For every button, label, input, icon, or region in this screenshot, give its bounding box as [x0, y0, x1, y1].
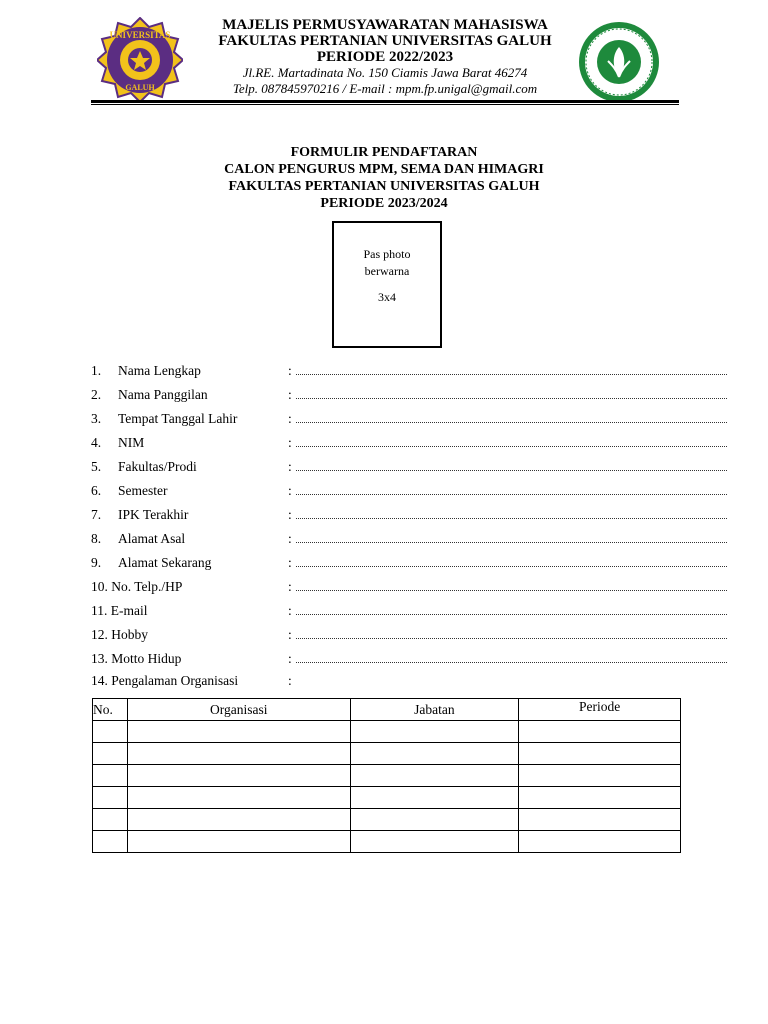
field-input-line[interactable] — [296, 541, 727, 543]
field-input-line[interactable] — [296, 589, 727, 591]
table-row — [93, 721, 681, 743]
field-row — [91, 459, 651, 477]
field-colon: : — [288, 651, 292, 666]
field-row — [91, 579, 651, 597]
table-row — [93, 765, 681, 787]
field-row — [91, 627, 651, 645]
header-divider — [91, 100, 679, 103]
field-number: 5. — [91, 459, 102, 474]
field-label — [91, 673, 238, 689]
field-label: Tempat Tanggal Lahir — [118, 411, 238, 426]
table-cell[interactable] — [519, 743, 681, 765]
header-period: PERIODE 2022/2023 — [316, 49, 454, 65]
header-no: No. — [93, 699, 128, 721]
table-cell[interactable] — [93, 831, 128, 853]
field-number: 2. — [91, 387, 102, 402]
field-label: Nama Lengkap — [118, 363, 201, 378]
table-cell[interactable] — [350, 721, 519, 743]
field-label — [91, 603, 148, 619]
table-cell[interactable] — [93, 809, 128, 831]
field-number: 6. — [91, 483, 102, 498]
table-cell[interactable] — [93, 721, 128, 743]
org-name: MAJELIS PERMUSYAWARATAN MAHASISWA — [222, 17, 548, 33]
table-cell[interactable] — [350, 831, 519, 853]
table-cell[interactable] — [127, 765, 350, 787]
field-label: Fakultas/Prodi — [118, 459, 197, 474]
field-label-text: Pengalaman Organisasi — [111, 673, 239, 688]
table-cell[interactable] — [350, 765, 519, 787]
field-input-line[interactable] — [296, 445, 727, 447]
table-cell[interactable] — [519, 765, 681, 787]
field-label-text: Motto Hidup — [111, 651, 182, 666]
field-row — [91, 387, 651, 405]
header-periode: Periode — [519, 699, 681, 721]
field-number: 1. — [91, 363, 102, 378]
table-cell[interactable] — [127, 743, 350, 765]
field-number: 14. — [91, 673, 108, 688]
table-cell[interactable] — [127, 831, 350, 853]
table-cell[interactable] — [519, 809, 681, 831]
field-row — [91, 411, 651, 429]
field-label-text: Hobby — [111, 627, 148, 642]
field-colon: : — [288, 483, 292, 498]
table-row — [93, 809, 681, 831]
field-row — [91, 673, 651, 691]
contact-info: Telp. 087845970216 / E-mail : mpm.fp.unigal@gmail.com — [232, 81, 538, 96]
field-input-line[interactable] — [296, 397, 727, 399]
field-number: 12. — [91, 627, 108, 642]
field-label: NIM — [118, 435, 145, 450]
field-row — [91, 555, 651, 573]
field-number: 8. — [91, 531, 102, 546]
field-row — [91, 363, 651, 381]
field-label: Alamat Sekarang — [118, 555, 212, 570]
field-number: 7. — [91, 507, 102, 522]
field-row — [91, 651, 651, 669]
field-label: Alamat Asal — [118, 531, 186, 546]
field-row — [91, 483, 651, 501]
field-number: 3. — [91, 411, 102, 426]
field-input-line[interactable] — [296, 421, 727, 423]
header-divider-thin — [91, 104, 679, 105]
field-number: 10. — [91, 579, 108, 594]
field-input-line[interactable] — [296, 613, 727, 615]
table-cell[interactable] — [127, 809, 350, 831]
photo-box[interactable] — [332, 221, 442, 348]
field-colon: : — [288, 627, 292, 642]
field-number: 13. — [91, 651, 108, 666]
form-title — [100, 144, 668, 212]
table-cell[interactable] — [127, 721, 350, 743]
field-input-line[interactable] — [296, 517, 727, 519]
table-row — [93, 743, 681, 765]
field-colon: : — [288, 459, 292, 474]
field-input-line[interactable] — [296, 469, 727, 471]
field-row — [91, 531, 651, 549]
field-row — [91, 603, 651, 621]
field-colon: : — [288, 603, 292, 618]
title-line-3: FAKULTAS PERTANIAN UNIVERSITAS GALUH — [228, 179, 540, 194]
table-row — [93, 831, 681, 853]
table-cell[interactable] — [127, 787, 350, 809]
field-colon: : — [288, 387, 292, 402]
field-row — [91, 507, 651, 525]
logo-text-bottom: GALUH — [125, 83, 155, 92]
logo-text-top: UNIVERSITAS — [109, 30, 171, 40]
field-colon: : — [288, 363, 292, 378]
field-colon: : — [288, 435, 292, 450]
photo-text-2: berwarna — [364, 264, 410, 278]
field-colon: : — [288, 531, 292, 546]
field-number: 4. — [91, 435, 102, 450]
field-label: IPK Terakhir — [118, 507, 189, 522]
table-cell[interactable] — [519, 831, 681, 853]
field-colon: : — [288, 555, 292, 570]
table-cell[interactable] — [93, 743, 128, 765]
faculty-name: FAKULTAS PERTANIAN UNIVERSITAS GALUH — [218, 33, 552, 49]
table-cell[interactable] — [350, 787, 519, 809]
field-input-line[interactable] — [296, 661, 727, 663]
field-colon: : — [288, 579, 292, 594]
field-input-line[interactable] — [296, 637, 727, 639]
organization-table — [92, 698, 681, 853]
field-input-line[interactable] — [296, 373, 727, 375]
table-cell[interactable] — [93, 765, 128, 787]
field-row — [91, 435, 651, 453]
table-row — [93, 787, 681, 809]
letterhead — [160, 17, 610, 97]
table-cell[interactable] — [519, 721, 681, 743]
field-label: Nama Panggilan — [118, 387, 208, 402]
table-cell[interactable] — [519, 787, 681, 809]
address: Jl.RE. Martadinata No. 150 Ciamis Jawa Barat 46274 — [242, 65, 528, 80]
field-colon: : — [288, 507, 292, 522]
photo-text-3: 3x4 — [378, 290, 396, 304]
field-number: 9. — [91, 555, 102, 570]
field-colon: : — [288, 411, 292, 426]
header-jabatan: Jabatan — [350, 699, 519, 721]
table-header-row — [93, 699, 681, 721]
title-line-2: CALON PENGURUS MPM, SEMA DAN HIMAGRI — [224, 162, 544, 177]
field-colon: : — [288, 673, 292, 688]
header-organisasi: Organisasi — [127, 699, 350, 721]
photo-text-1: Pas photo — [363, 247, 411, 261]
field-label — [91, 651, 181, 667]
field-number: 11. — [91, 603, 108, 618]
table-cell[interactable] — [93, 787, 128, 809]
title-line-1: FORMULIR PENDAFTARAN — [290, 145, 478, 160]
field-label — [91, 579, 182, 595]
field-input-line[interactable] — [296, 565, 727, 567]
field-input-line[interactable] — [296, 493, 727, 495]
table-cell[interactable] — [350, 743, 519, 765]
table-cell[interactable] — [350, 809, 519, 831]
title-line-4: PERIODE 2023/2024 — [320, 196, 448, 211]
field-label: Semester — [118, 483, 168, 498]
field-label-text: E-mail — [110, 603, 148, 618]
field-label — [91, 627, 148, 643]
field-label-text: No. Telp./HP — [111, 579, 183, 594]
